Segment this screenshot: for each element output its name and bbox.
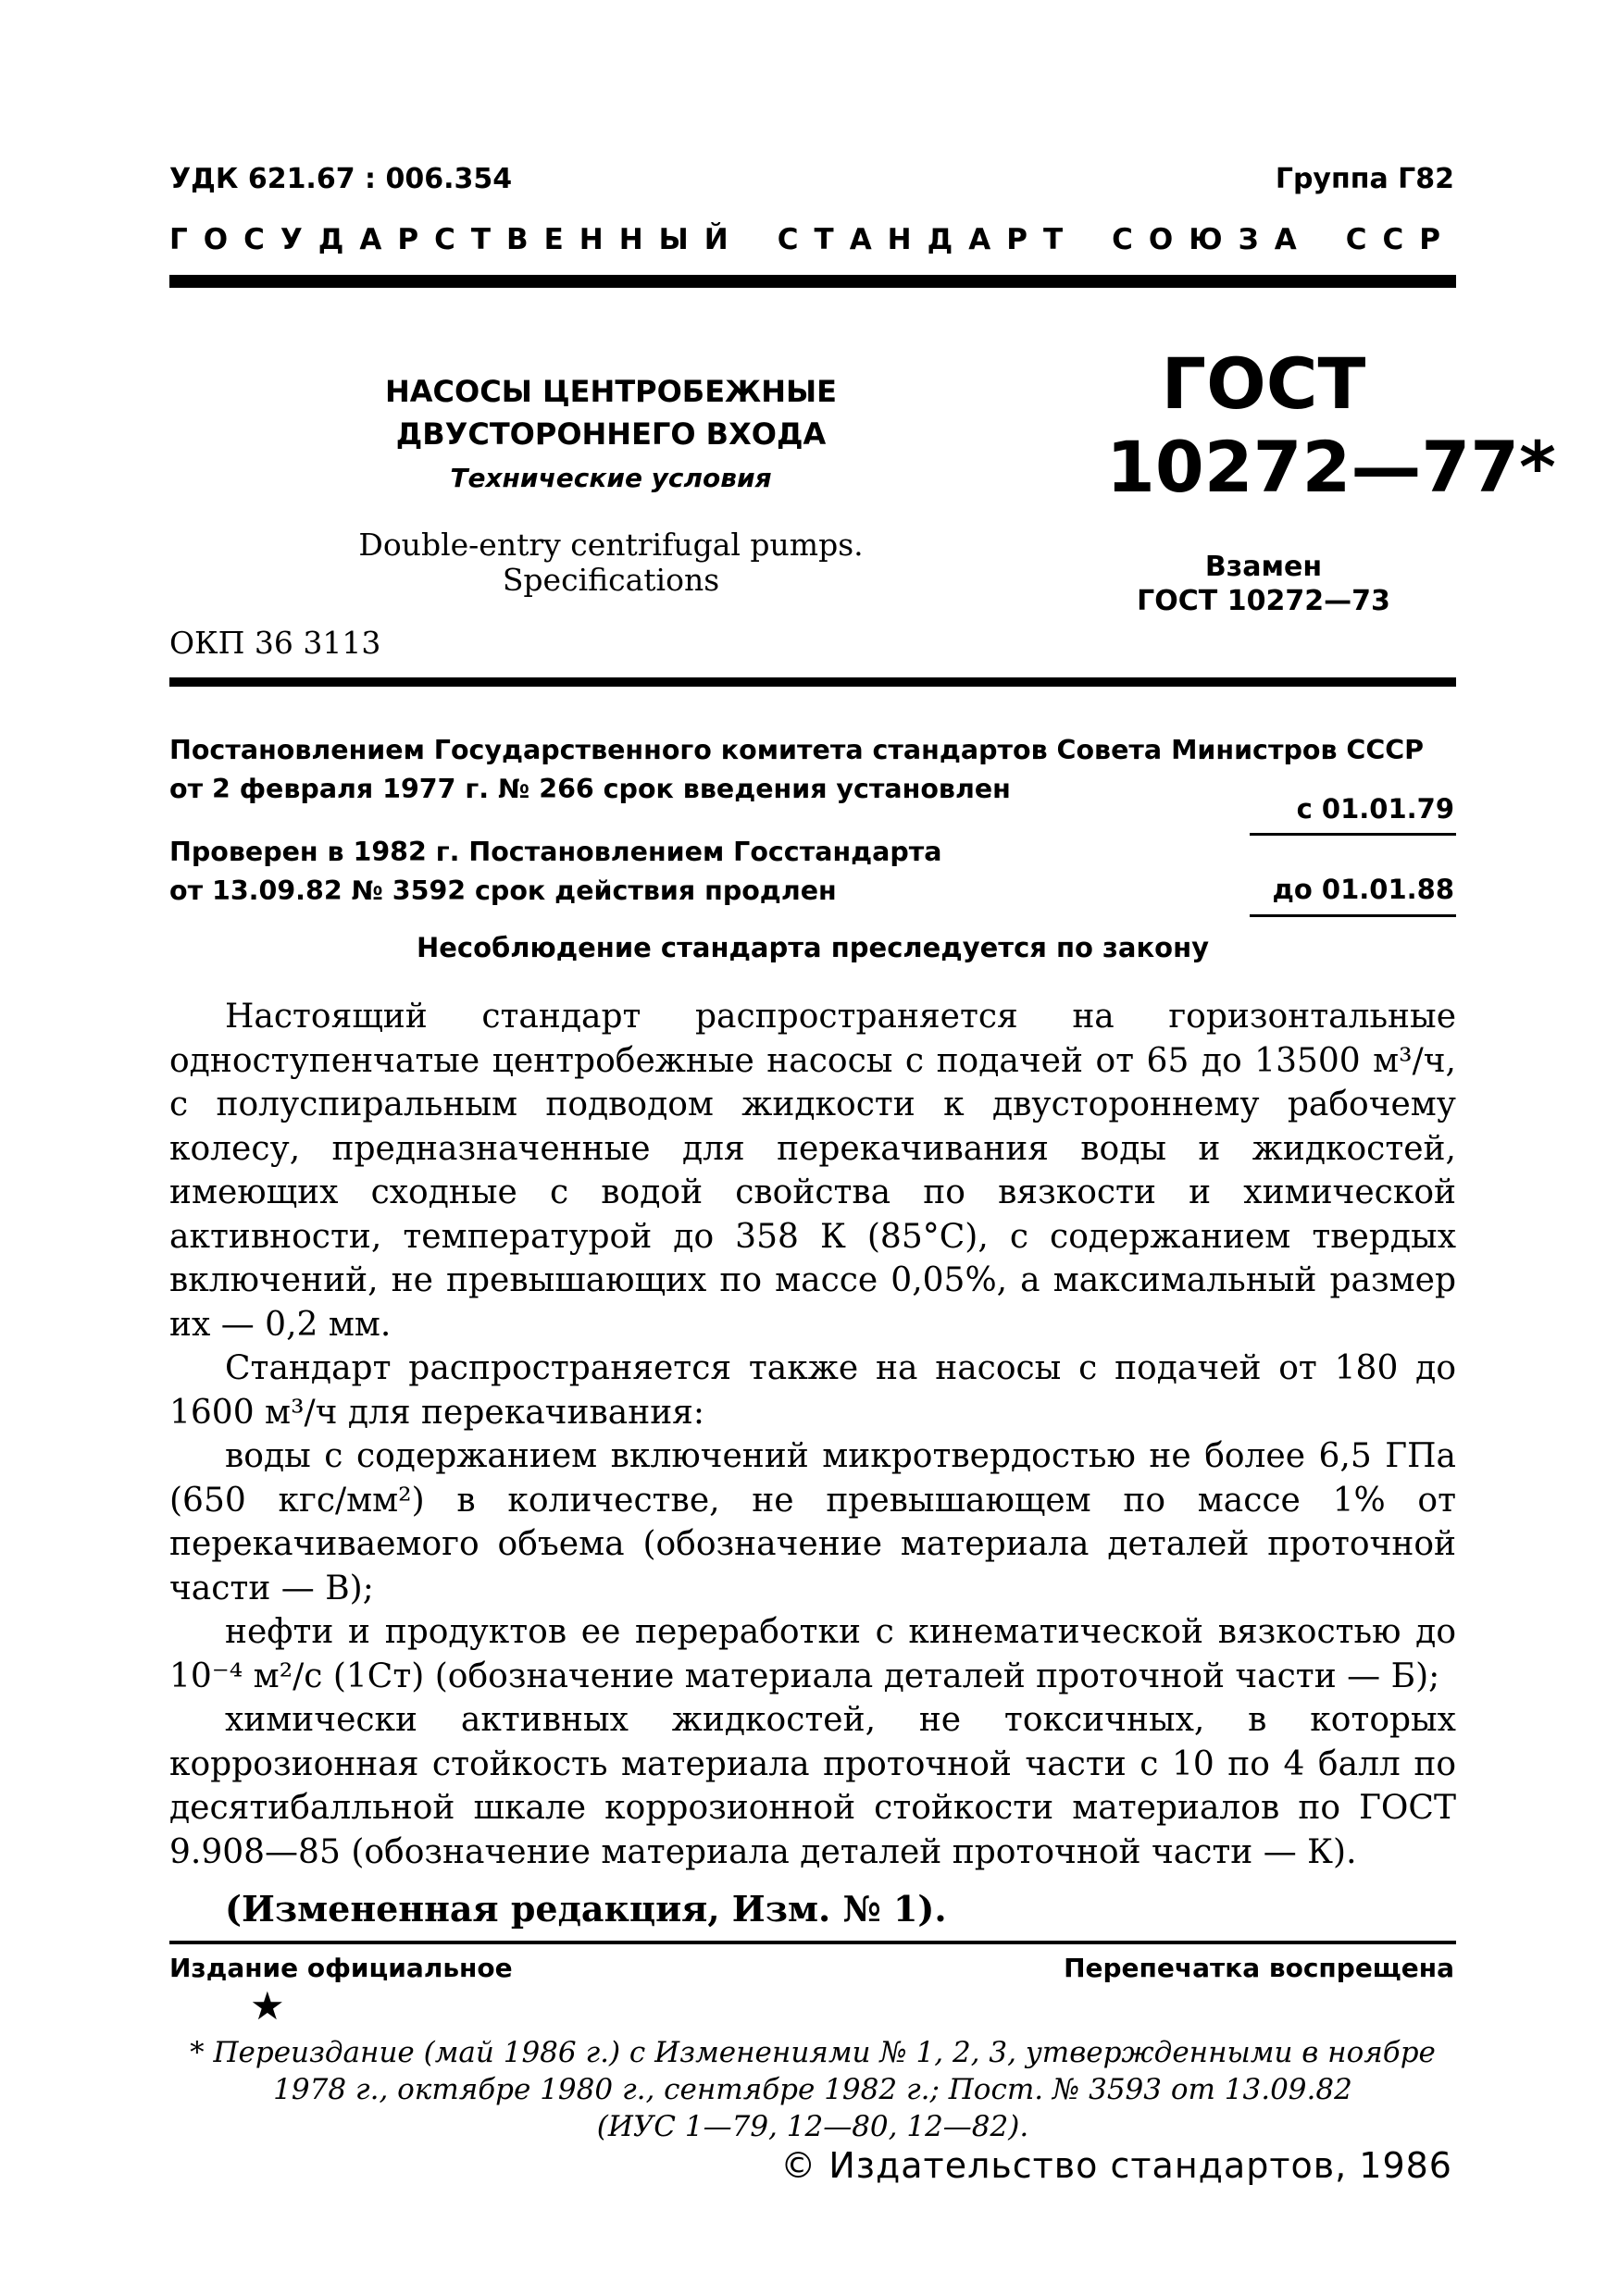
decree-text [169, 731, 1465, 809]
heading-word: ССР [1345, 223, 1456, 256]
checked-line: от 13.09.82 № 3592 срок действия продлен [169, 875, 837, 906]
okp-code: ОКП 36 3113 [169, 625, 381, 661]
title-line: ДВУСТОРОННЕГО ВХОДА [395, 416, 827, 452]
english-title-line: Specifications [502, 562, 720, 598]
decree-line: Постановлением Государственного комитета стандартов Совета Министров СССР [169, 735, 1425, 765]
header-rule [169, 275, 1456, 288]
paragraph: химически активных жидкостей, не токсичных, в которых коррозионная стойкость материала проточной части с 10 по 4 балл по десятибалльной шкале коррозионной стойкости материалов по ГОСТ 9.908—85 (обозначение материала деталей проточной части — К). [169, 1701, 1456, 1871]
english-title [352, 527, 870, 598]
gost-number: 10272—77* [1106, 426, 1556, 508]
noncompliance-notice: Несоблюдение стандарта преследуется по закону [416, 932, 1210, 963]
footer-rule [169, 1941, 1456, 1944]
date-underline [1250, 833, 1456, 836]
paragraph: нефти и продуктов ее переработки с кинематической вязкостью до 10⁻⁴ м²/с (1Ст) (обозначение материала деталей проточной части — Б); [169, 1613, 1456, 1695]
official-edition: Издание официальное [169, 1953, 513, 1983]
document-title [370, 370, 852, 455]
extended-date: до 01.01.88 [1272, 874, 1454, 905]
heading-word: СОЮЗА [1112, 223, 1313, 256]
group-code: Группа Г82 [1275, 163, 1454, 195]
reissue-line: 1978 г., октябре 1980 г., сентябре 1982 г.; Пост. № 3593 от 13.09.82 [273, 2073, 1352, 2106]
reissue-note [169, 2034, 1456, 2145]
reissue-line: * Переиздание (май 1986 г.) с Изменениями № 1, 2, 3, утвержденными в ноябре [190, 2036, 1436, 2069]
paragraph: воды с содержанием включений микротвердостью не более 6,5 ГПа (650 кгс/мм²) в количестве, не превышающем по массе 1% от перекачиваемого объема (обозначение материала деталей проточной части — В); [169, 1437, 1456, 1607]
document-subtitle: Технические условия [450, 463, 772, 493]
decree-line: от 2 февраля 1977 г. № 266 срок введения установлен [169, 774, 1011, 804]
date-underline [1250, 914, 1456, 917]
effective-date: с 01.01.79 [1296, 793, 1454, 825]
state-standard-heading [169, 223, 1456, 256]
star-icon: ★ [250, 1983, 285, 2029]
paragraph: Стандарт распространяется также на насосы с подачей от 180 до 1600 м³/ч для перекачивания: [169, 1349, 1456, 1432]
paragraph: Настоящий стандарт распространяется на горизонтальные одноступенчатые центробежные насосы с подачей от 65 до 13500 м³/ч, с полуспиральным подводом жидкости к двустороннему рабочему колесу, предназначенные для перекачивания воды и жидкостей, имеющих сходные с водой свойства по вязкости и химической активности, температурой до 358 К (85°С), с содержанием твердых включений, не превышающих по массе 0,05%, а максимальный размер их — 0,2 мм. [169, 998, 1456, 1344]
checked-line: Проверен в 1982 г. Постановлением Госстандарта [169, 837, 942, 867]
body-text [169, 995, 1456, 1874]
title-line: НАСОСЫ ЦЕНТРОБЕЖНЫЕ [384, 374, 838, 409]
copyright: © Издательство стандартов, 1986 [780, 2145, 1452, 2186]
title-rule [169, 677, 1456, 687]
heading-word: СТАНДАРТ [777, 223, 1079, 256]
reprint-prohibited: Перепечатка воспрещена [1064, 1953, 1454, 1983]
amendment-note: (Измененная редакция, Изм. № 1). [225, 1888, 947, 1930]
replaces-label: Взамен [1204, 551, 1323, 583]
english-title-line: Double-entry centrifugal pumps. [358, 527, 864, 563]
replaces-standard: ГОСТ 10272—73 [1137, 585, 1390, 617]
reissue-line: (ИУС 1—79, 12—80, 12—82). [596, 2110, 1029, 2143]
heading-word: ГОСУДАРСТВЕННЫЙ [169, 223, 744, 256]
udk-code: УДК 621.67 : 006.354 [169, 163, 513, 195]
checked-text [169, 833, 1095, 911]
gost-label: ГОСТ [1161, 342, 1366, 425]
